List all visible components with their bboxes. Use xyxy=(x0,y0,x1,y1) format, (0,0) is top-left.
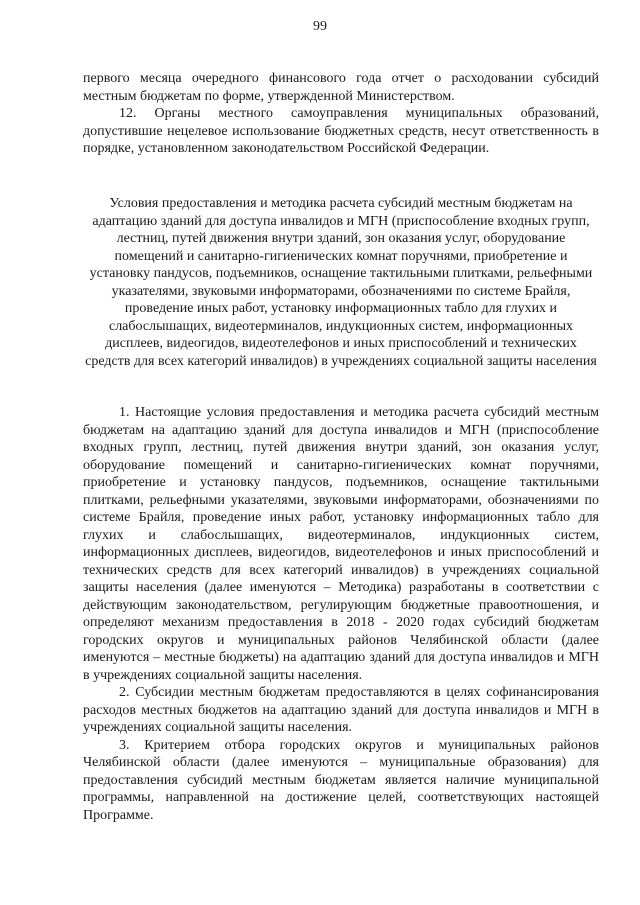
section-title: Условия предоставления и методика расчета субсидий местным бюджетам на адаптацию зданий для доступа инвалидов и МГН (приспособление входных групп, лестниц, путей движения внутри зданий, зон оказания услуг, оборудование помещений и санитарно-гигиенических комнат поручнями, приобретение и установку пандусов, подъемников, оснащение тактильными плитками, рельефными указателями, звуковыми информаторами, обозначениями по системе Брайля, проведение иных работ, установку информационных табло для глухих и слабослышащих, видеотерминалов, индукционных систем, информационных дисплеев, видеогидов, видеотелефонов и иных приспособлений и технических средств для всех категорий инвалидов) в учреждениях социальной защиты населения xyxy=(85,196,597,369)
paragraph-12: 12. Органы местного самоуправления муниципальных образований, допустившие нецелевое использование бюджетных средств, несут ответственность в порядке, установленном законодательством Российской Федерации. xyxy=(83,106,599,156)
body-block xyxy=(83,404,599,824)
continuation-paragraph: первого месяца очередного финансового года отчет о расходовании субсидий местным бюджетам по форме, утвержденной Министерством. xyxy=(83,71,599,104)
paragraph-3: 3. Критерием отбора городских округов и муниципальных районов Челябинской области (далее именуются – муниципальные образования) для предоставления субсидий местным бюджетам является наличие муниципальной программы, направленной на достижение целей, соответствующих настоящей Программе. xyxy=(83,737,599,823)
paragraph-1: 1. Настоящие условия предоставления и методика расчета субсидий местным бюджетам на адаптацию зданий для доступа инвалидов и МГН (приспособление входных групп, лестниц, путей движения внутри зданий, зон оказания услуг, оборудование помещений и санитарно-гигиенических комнат поручнями, приобретение и установку пандусов, подъемников, оснащение тактильными плитками, рельефными указателями, звуковыми информаторами, обозначениями по системе Брайля, проведение иных работ, установку информационных табло для глухих и слабослышащих, видеотерминалов, индукционных систем, информационных дисплеев, видеогидов, видеотелефонов и иных приспособлений и технических средств для всех категорий инвалидов) в учреждениях социальной защиты населения (далее именуются – Методика) разработаны в соответствии с действующим законодательством, регулирующим бюджетные правоотношения, и определяют механизм предоставления в 2018 - 2020 годах субсидий бюджетам городских округов и муниципальных районов Челябинской области (далее именуются – местные бюджеты) на адаптацию зданий для доступа инвалидов и МГН в учреждениях социальной защиты населения. xyxy=(83,405,599,683)
page-number: 99 xyxy=(313,19,327,34)
section-heading-block xyxy=(83,195,599,370)
paragraph-2: 2. Субсидии местным бюджетам предоставляются в целях софинансирования расходов местных бюджетов на адаптацию зданий для доступа инвалидов и МГН в учреждениях социальной защиты населения. xyxy=(83,685,599,735)
intro-block xyxy=(83,70,599,158)
